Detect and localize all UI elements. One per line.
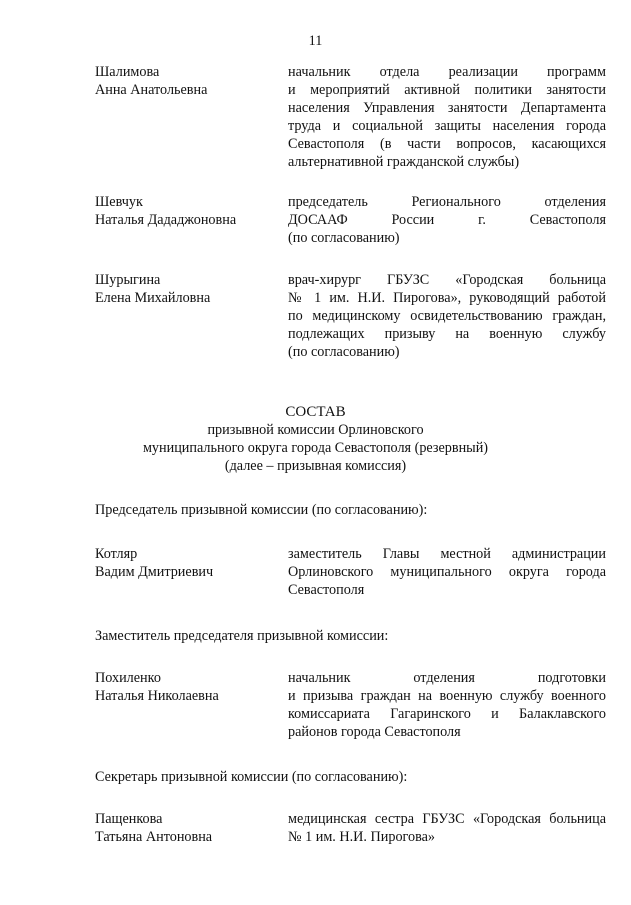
surname: Шалимова [95, 64, 160, 80]
surname: Шурыгина [95, 272, 161, 288]
composition-heading [0, 403, 631, 475]
role-line: альтернативной гражданской службы) [288, 154, 520, 170]
member-role [288, 63, 606, 171]
member-name [95, 810, 275, 846]
member-role [288, 271, 606, 361]
surname: Котляр [95, 546, 138, 562]
heading-line: муниципального округа города Севастополя (резервный) [142, 440, 489, 456]
role-line: Севастополя (в части вопросов, касающихся [288, 136, 606, 152]
role-line: населения Управления занятости Департамента [288, 100, 606, 116]
role-line: заместитель Главы местной администрации [288, 546, 606, 562]
role-line: Орлиновского муниципального округа города [288, 564, 606, 580]
member-role [288, 193, 606, 247]
section-label-chairman: Председатель призывной комиссии (по согласованию): [95, 502, 428, 518]
role-line: (по согласованию) [288, 344, 400, 360]
heading-line: (далее – призывная комиссия) [224, 458, 407, 474]
given-names: Вадим Дмитриевич [95, 564, 214, 580]
role-line: и мероприятий активной политики занятости [288, 82, 606, 98]
surname: Похиленко [95, 670, 161, 686]
role-line: районов города Севастополя [288, 724, 461, 740]
member-name [95, 669, 275, 705]
role-line: ДОСААФ России г. Севастополя [288, 212, 606, 228]
section-label-secretary: Секретарь призывной комиссии (по согласованию): [95, 769, 408, 785]
role-line: (по согласованию) [288, 230, 400, 246]
page-number: 11 [308, 33, 323, 49]
member-role [288, 810, 606, 846]
given-names: Татьяна Антоновна [95, 829, 213, 845]
role-line: труда и социальной защиты населения города [288, 118, 606, 134]
role-line: подлежащих призыву на военную службу [288, 326, 606, 342]
role-line: по медицинскому освидетельствованию граждан, [288, 308, 606, 324]
heading-line: призывной комиссии Орлиновского [207, 422, 424, 438]
section-label-deputy: Заместитель председателя призывной комиссии: [95, 628, 389, 644]
member-name [95, 193, 275, 229]
role-line: Севастополя [288, 582, 365, 598]
role-line: медицинская сестра ГБУЗС «Городская больница [288, 811, 606, 827]
given-names: Елена Михайловна [95, 290, 211, 306]
member-role [288, 545, 606, 599]
role-line: и призыва граждан на военную службу военного [288, 688, 606, 704]
surname: Пащенкова [95, 811, 163, 827]
member-name [95, 271, 275, 307]
given-names: Наталья Николаевна [95, 688, 219, 704]
surname: Шевчук [95, 194, 143, 210]
role-line: врач-хирург ГБУЗС «Городская больница [288, 272, 606, 288]
given-names: Наталья Дададжоновна [95, 212, 237, 228]
role-line: начальник отдела реализации программ [288, 64, 606, 80]
role-line: комиссариата Гагаринского и Балаклавского [288, 706, 606, 722]
given-names: Анна Анатольевна [95, 82, 208, 98]
role-line: председатель Регионального отделения [288, 194, 606, 210]
role-line: № 1 им. Н.И. Пирогова» [288, 829, 436, 845]
member-name [95, 545, 275, 581]
member-role [288, 669, 606, 741]
role-line: начальник отделения подготовки [288, 670, 606, 686]
heading-title: СОСТАВ [285, 404, 346, 420]
member-name [95, 63, 275, 99]
role-line: № 1 им. Н.И. Пирогова», руководящий работой [288, 290, 606, 306]
